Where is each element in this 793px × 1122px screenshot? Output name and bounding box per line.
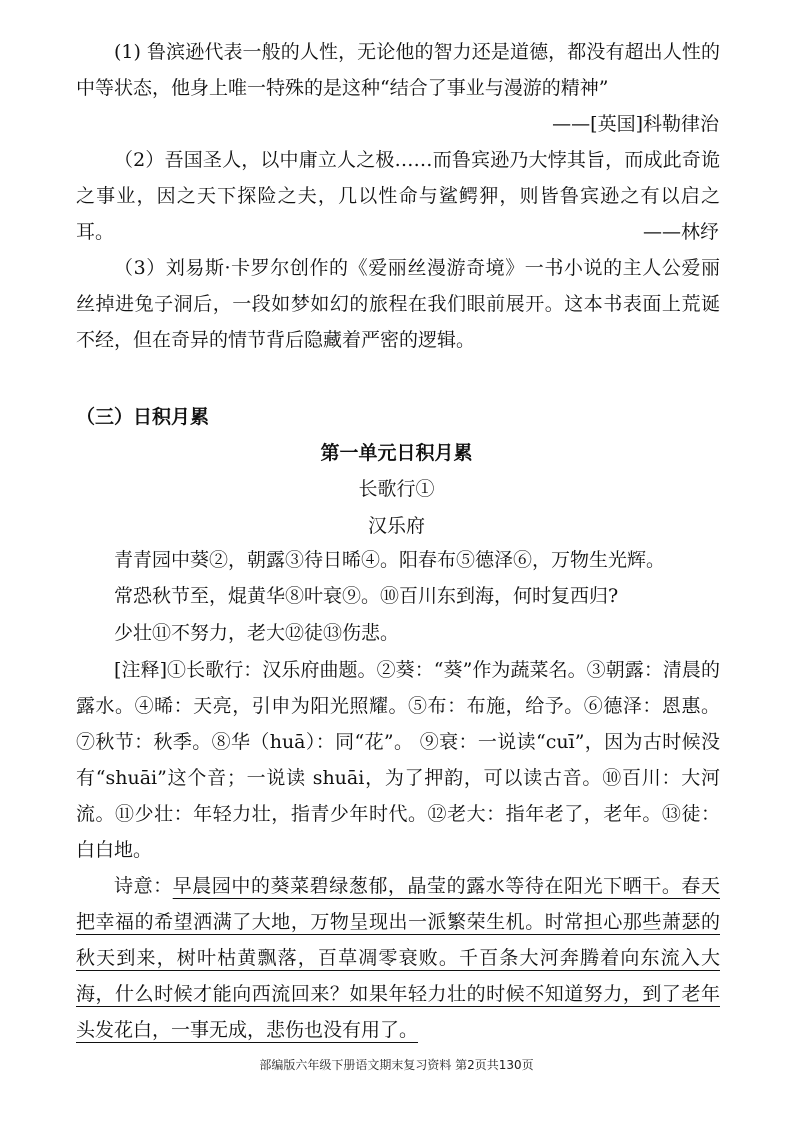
page-footer: 部编版六年级下册语文期末复习资料 第2页共130页 [259, 1058, 534, 1072]
poem-line-1: 青青园中葵②，朝露③待日晞④。阳春布⑤德泽⑥，万物生光辉。 [114, 549, 666, 571]
poem-notes: [注释]①长歌行：汉乐府曲题。②葵：“葵”作为蔬菜名。③朝露：清晨的露水。④晞：天亮，引申为阳光照耀。⑤布：布施，给予。⑥德泽：恩惠。⑦秋节：秋季。⑧华（huā）：同“花”。 ⑨衰：一说读“cuī”，因为古时候没有“shuāi”这个音；一说读 shuāi，为了押韵，可以读古音。⑩百川：大河流。⑪少壮：年轻力壮，指青少年时代。⑫老大：指年老了，老年。⑬徒：白白地。 [76, 659, 720, 861]
meaning-label: 诗意： [114, 875, 173, 897]
poem-author: 汉乐府 [367, 515, 425, 537]
meaning-text: 早晨园中的葵菜碧绿葱郁，晶莹的露水等待在阳光下晒干。春天把幸福的希望洒满了大地，万物呈现出一派繁荣生机。时常担心那些萧瑟的秋天到来，树叶枯黄飘落，百草凋零衰败。千百条大河奔腾着向东流入大海，什么时候才能向西流回来？如果年轻力壮的时候不知道努力，到了老年头发花白，一事无成，悲伤也没有用了。 [76, 875, 720, 1041]
poem-line-3: 少壮⑪不努力，老大⑫徒⑬伤悲。 [114, 622, 400, 644]
quote-2: （2）吾国圣人，以中庸立人之极……而鲁宾逊乃大悖其旨，而成此奇诡之事业，因之天下探险之夫，几以性命与鲨鳄狎，则皆鲁宾逊之有以启之耳。 [76, 149, 720, 243]
poem-title: 长歌行① [358, 478, 435, 500]
poem-line-2: 常恐秋节至，焜黄华⑧叶衰⑨。⑩百川东到海，何时复西归? [114, 585, 619, 607]
quote-2-attribution: ——林纾 [642, 221, 719, 243]
quote-3: （3）刘易斯·卡罗尔创作的《爱丽丝漫游奇境》一书小说的主人公爱丽丝掉进兔子洞后，一段如梦如幻的旅程在我们眼前展开。这本书表面上荒诞不经，但在奇异的情节背后隐藏着严密的逻辑。 [76, 257, 720, 351]
quote-1-attribution: ——[英国]科勒律治 [552, 113, 719, 135]
section-heading: （三）日积月累 [76, 406, 210, 428]
unit-title: 第一单元日积月累 [320, 442, 473, 464]
poem-meaning [76, 868, 720, 1048]
quote-1: (1) 鲁滨逊代表一般的人性，无论他的智力还是道德，都没有超出人性的中等状态，他身上唯一特殊的是这种“结合了事业与漫游的精神” [76, 41, 720, 99]
